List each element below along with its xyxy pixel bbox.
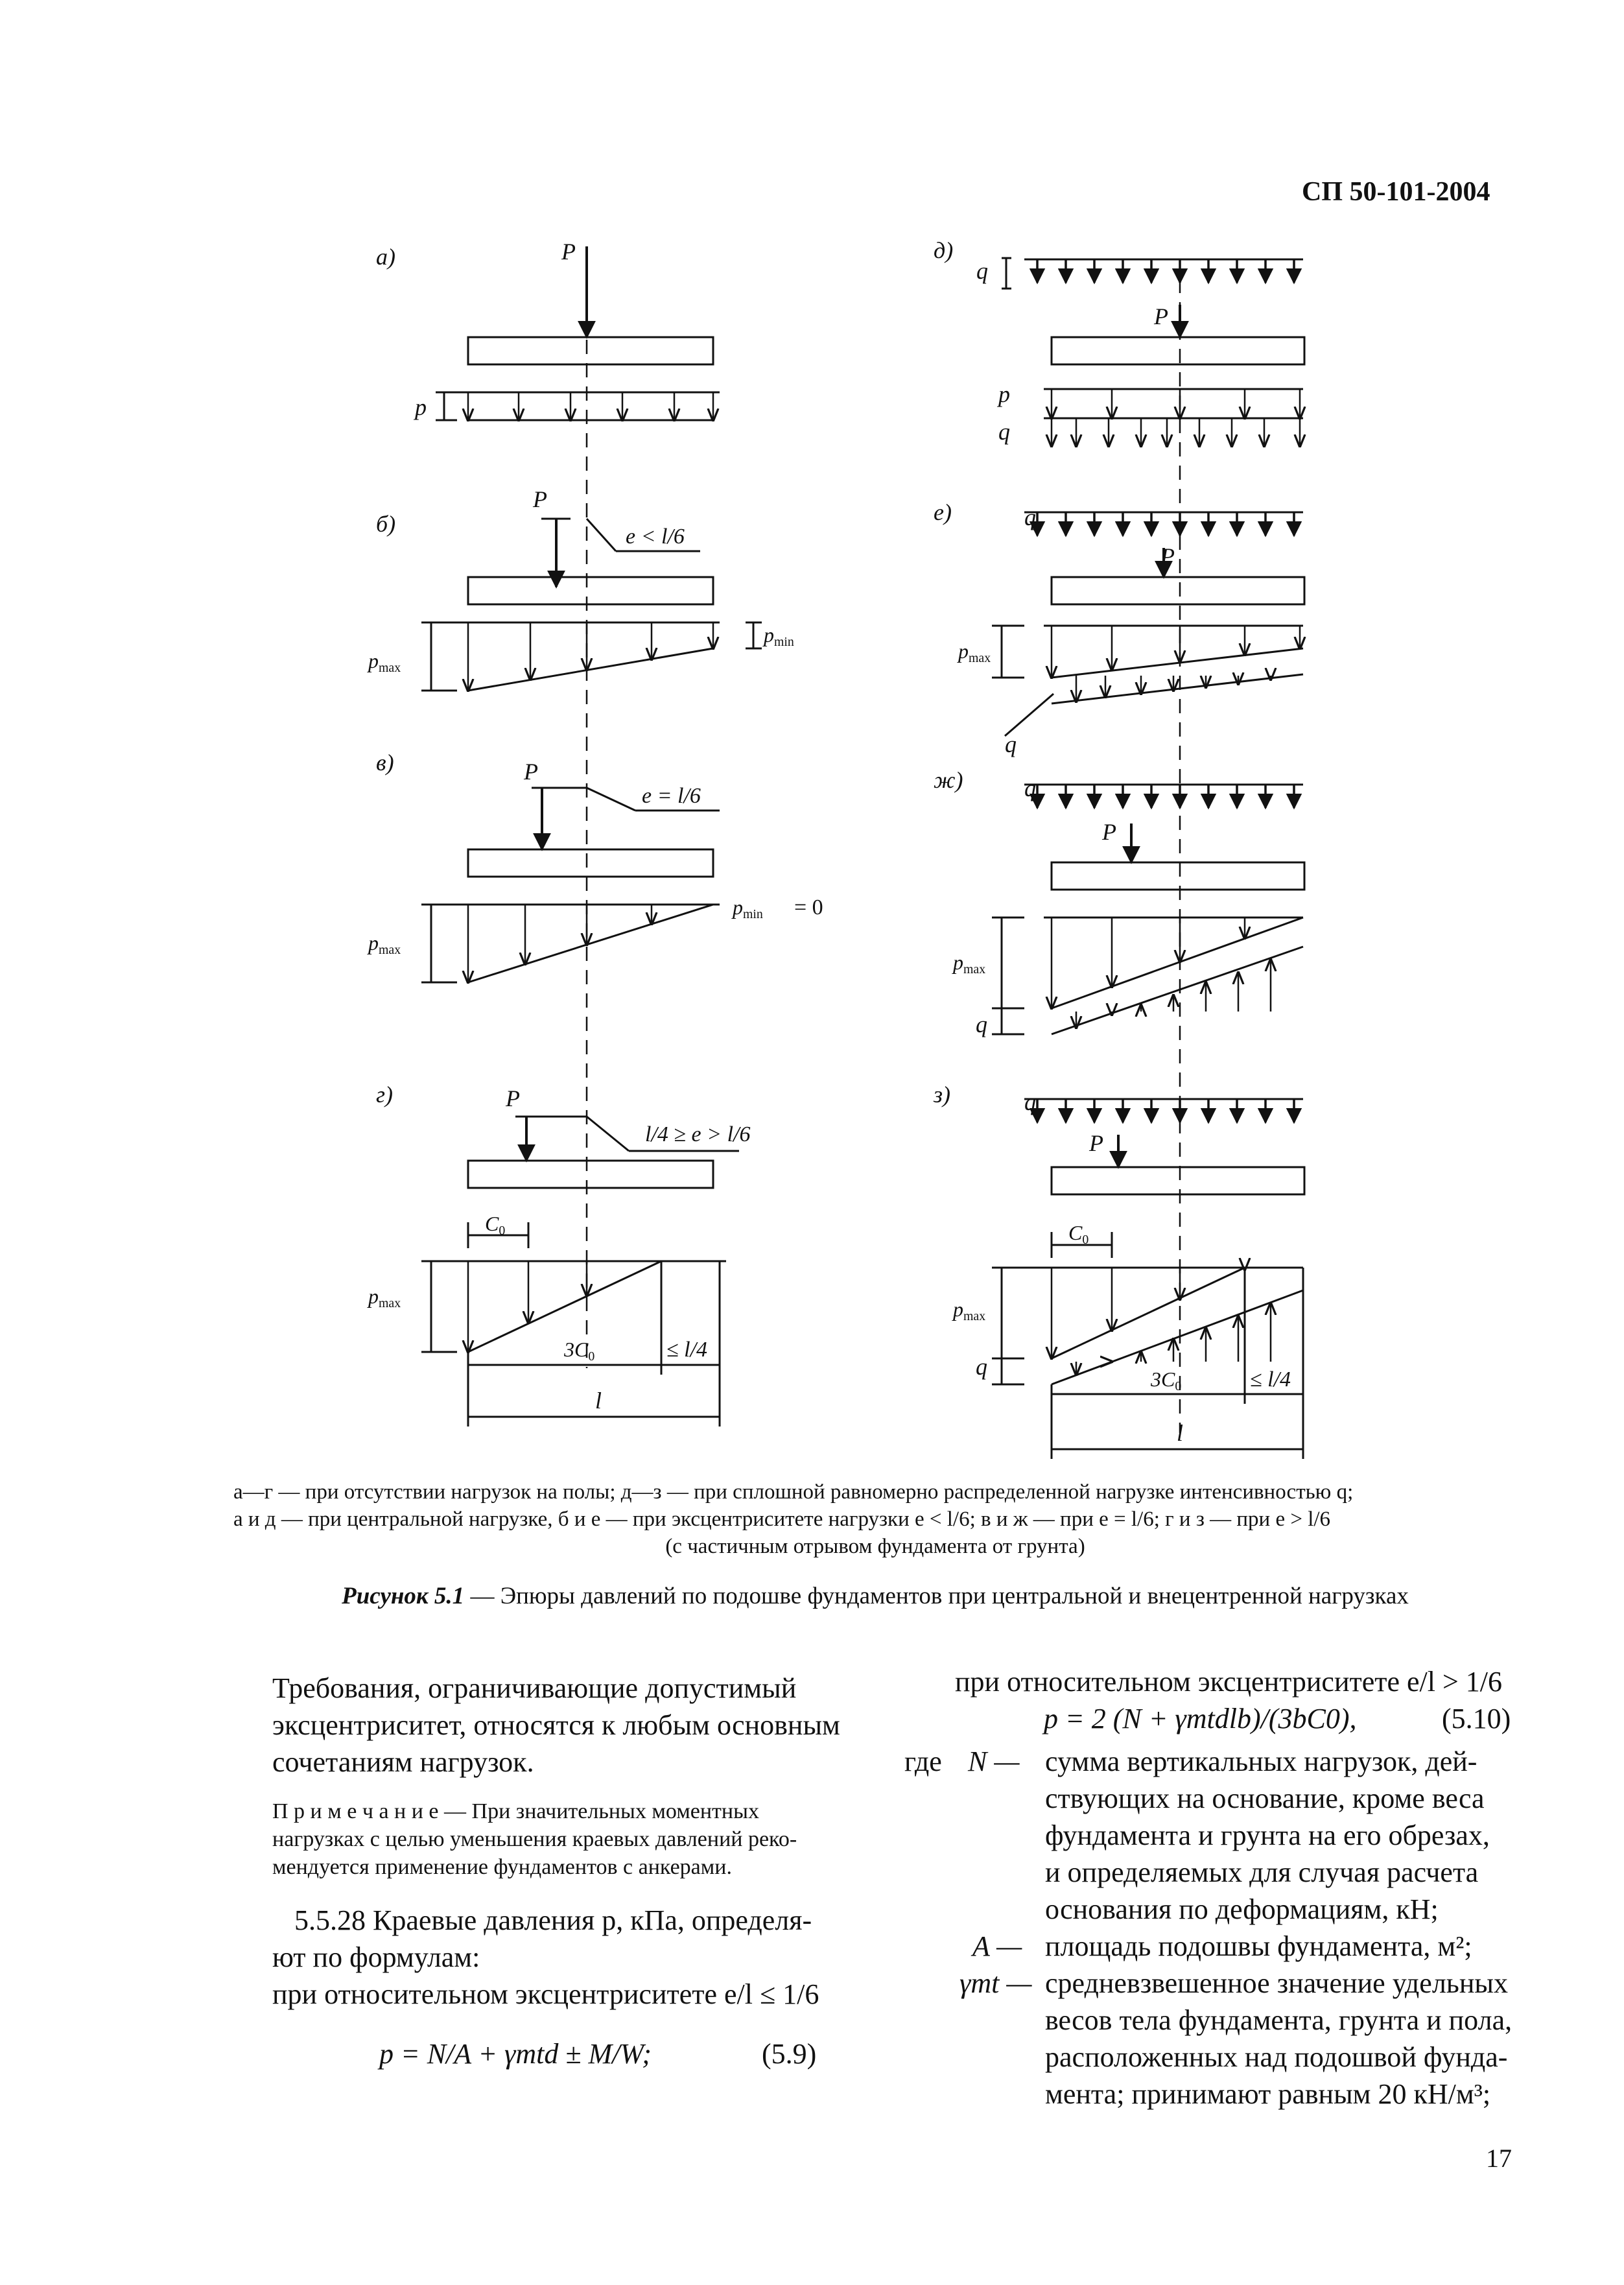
b-label-pmax-subscript: max bbox=[379, 661, 401, 675]
v-pressure-slope bbox=[468, 905, 713, 982]
note-line-1: П р и м е ч а н и е — При значительных моментных bbox=[272, 1799, 759, 1823]
N-def-2: ствующих на основание, кроме веса bbox=[1045, 1782, 1485, 1814]
g-label-3C0: 3C0 bbox=[564, 1338, 595, 1364]
para-req-3: сочетаниям нагрузок. bbox=[272, 1746, 534, 1778]
z-label-q2: q bbox=[976, 1354, 987, 1380]
z-label-q: q bbox=[1024, 1089, 1036, 1115]
e-label-q2: q bbox=[1005, 731, 1017, 757]
b-leader bbox=[587, 519, 616, 551]
a-foundation bbox=[468, 337, 713, 364]
g-label-pmax-subscript: max bbox=[379, 1296, 401, 1310]
v-label-pmax: pmax bbox=[368, 931, 401, 957]
e-foundation bbox=[1052, 577, 1304, 604]
g-label-C0: C0 bbox=[485, 1212, 506, 1238]
figure-title-text: — Эпюры давлений по подошве фундаментов при центральной и внецентренной нагрузках bbox=[464, 1583, 1409, 1609]
zh-label-pmax-subscript: max bbox=[963, 962, 986, 977]
para-5528-1: 5.5.28 Краевые давления p, кПа, определя- bbox=[294, 1904, 812, 1936]
v-label-pmin-subscript: min bbox=[743, 907, 763, 921]
g-def-1: средневзвешенное значение удельных bbox=[1045, 1967, 1508, 1999]
label-d: д) bbox=[934, 237, 954, 263]
v-foundation bbox=[468, 849, 713, 877]
N-def-4: и определяемых для случая расчета bbox=[1045, 1856, 1479, 1888]
note-line-3: мендуется применение фундаментов с анкерами. bbox=[272, 1855, 732, 1879]
e-label-pmax: pmax bbox=[958, 639, 991, 665]
N-def-5: основания по деформациям, кН; bbox=[1045, 1893, 1439, 1925]
formula-5-10: p = 2 (N + γmtdlb)/(3bC0), bbox=[1044, 1703, 1357, 1734]
b-label-pmin-subscript: min bbox=[774, 635, 794, 649]
v-load-P: P bbox=[524, 759, 538, 785]
label-zh: ж) bbox=[934, 767, 963, 793]
z-label-pmax-subscript: max bbox=[963, 1309, 986, 1323]
zh-load-P: P bbox=[1102, 819, 1116, 845]
z-pressure-slope bbox=[1052, 1268, 1245, 1358]
document-code: СП 50-101-2004 bbox=[1302, 177, 1490, 207]
zh-foundation bbox=[1052, 862, 1304, 890]
label-a: а) bbox=[376, 244, 395, 270]
formula-5-9-number: (5.9) bbox=[762, 2038, 817, 2070]
g-def-4: мента; принимают равным 20 кН/м³; bbox=[1045, 2078, 1491, 2110]
g-label-pmax: pmax bbox=[368, 1285, 401, 1310]
z-label-3C0-subscript: 0 bbox=[1175, 1379, 1182, 1393]
v-label-pmin: pmin bbox=[733, 895, 763, 921]
b-pressure-slope bbox=[468, 648, 713, 691]
e-label-pmax-subscript: max bbox=[969, 651, 991, 665]
note-line-2: нагрузках с целью уменьшения краевых давлений реко- bbox=[272, 1827, 797, 1851]
A-def-1: площадь подошвы фундамента, м²; bbox=[1045, 1930, 1472, 1962]
d-label-q2: q bbox=[998, 419, 1010, 445]
d-label-q: q bbox=[976, 258, 988, 284]
where-label: где bbox=[904, 1746, 942, 1777]
figure-number: Рисунок 5.1 bbox=[342, 1583, 465, 1609]
symbol-A: A — bbox=[972, 1930, 1022, 1962]
N-def-3: фундамента и грунта на его обрезах, bbox=[1045, 1819, 1490, 1851]
g-label-l: l bbox=[595, 1388, 602, 1414]
zh-pressure-slope bbox=[1052, 918, 1303, 1008]
formula-5-10-number: (5.10) bbox=[1442, 1703, 1511, 1734]
label-v: в) bbox=[376, 750, 394, 775]
para-req-1: Требования, ограничивающие допустимый bbox=[272, 1672, 797, 1704]
z-foundation bbox=[1052, 1167, 1304, 1194]
right-intro: при относительном эксцентриситете e/l > 1/6 bbox=[955, 1666, 1503, 1698]
d-load-P: P bbox=[1154, 303, 1168, 329]
zh-label-q: q bbox=[1024, 775, 1036, 801]
z-label-3C0: 3C0 bbox=[1151, 1367, 1182, 1393]
N-def-1: сумма вертикальных нагрузок, дей- bbox=[1045, 1746, 1477, 1777]
g-load-P: P bbox=[506, 1085, 520, 1111]
v-label-eq-zero: = 0 bbox=[794, 895, 823, 919]
label-e: е) bbox=[934, 499, 952, 525]
b-label-pmin: pmin bbox=[764, 623, 794, 649]
para-req-2: эксцентриситет, относятся к любым основным bbox=[272, 1709, 840, 1741]
para-5528-2: ют по формулам: bbox=[272, 1941, 480, 1973]
label-z: з) bbox=[934, 1082, 951, 1107]
z-label-C0: C0 bbox=[1068, 1221, 1089, 1247]
b-foundation bbox=[468, 577, 713, 604]
formula-5-9: p = N/A + γmtd ± M/W; bbox=[379, 2038, 652, 2070]
v-label-pmax-subscript: max bbox=[379, 943, 401, 957]
symbol-N: N — bbox=[968, 1746, 1020, 1777]
g-label-l4: ≤ l/4 bbox=[666, 1338, 708, 1362]
e-load-P: P bbox=[1160, 543, 1175, 569]
z-label-l4: ≤ l/4 bbox=[1250, 1367, 1291, 1391]
label-g: г) bbox=[376, 1082, 394, 1107]
g-label-3C0-subscript: 0 bbox=[588, 1349, 595, 1364]
z-label-pmax: pmax bbox=[953, 1297, 986, 1323]
b-ecc-label: e < l/6 bbox=[626, 525, 685, 549]
a-label-p: p bbox=[415, 394, 427, 420]
g-def-2: весов тела фундамента, грунта и пола, bbox=[1045, 2004, 1512, 2036]
e-pressure-slope bbox=[1052, 648, 1303, 678]
z-load-P: P bbox=[1089, 1130, 1103, 1156]
a-load-P: P bbox=[561, 239, 576, 265]
symbol-gamma-mt: γmt — bbox=[959, 1967, 1032, 1999]
figure-title bbox=[233, 1582, 1517, 1610]
b-label-pmax: pmax bbox=[368, 649, 401, 675]
d-label-p: p bbox=[998, 381, 1010, 407]
page-number: 17 bbox=[1486, 2144, 1512, 2173]
para-5528-3: при относительном эксцентриситете e/l ≤ 1/6 bbox=[272, 1978, 819, 2010]
v-leader bbox=[587, 788, 635, 811]
g-def-3: расположенных над подошвой фунда- bbox=[1045, 2041, 1508, 2073]
b-load-P: P bbox=[533, 486, 547, 512]
e-q-slope bbox=[1052, 674, 1303, 704]
g-ecc-label: l/4 ≥ e > l/6 bbox=[645, 1122, 751, 1146]
v-ecc-label: e = l/6 bbox=[642, 784, 701, 808]
z-label-l: l bbox=[1177, 1420, 1184, 1446]
z-label-C0-subscript: 0 bbox=[1082, 1233, 1089, 1247]
g-leader bbox=[587, 1117, 629, 1151]
caption-line-1: а—г — при отсутствии нагрузок на полы; д—з — при сплошной равномерно распределенной нагрузке интенсивностью q; bbox=[233, 1480, 1354, 1504]
e-q-leader bbox=[1005, 694, 1053, 736]
g-label-C0-subscript: 0 bbox=[499, 1224, 506, 1238]
g-foundation bbox=[468, 1161, 713, 1188]
zh-label-pmax: pmax bbox=[953, 951, 986, 977]
caption-line-2: а и д — при центральной нагрузке, б и е — при эксцентриситете нагрузки e < l/6; в и ж — при e = l/6; г и з — при e > l/6 bbox=[233, 1508, 1331, 1531]
zh-label-q2: q bbox=[976, 1012, 987, 1037]
label-b: б) bbox=[376, 511, 396, 537]
d-foundation bbox=[1052, 337, 1304, 364]
e-label-q: q bbox=[1024, 504, 1036, 530]
zh-q-slope bbox=[1052, 947, 1303, 1034]
caption-line-3: (с частичным отрывом фундамента от грунта) bbox=[665, 1535, 1085, 1558]
